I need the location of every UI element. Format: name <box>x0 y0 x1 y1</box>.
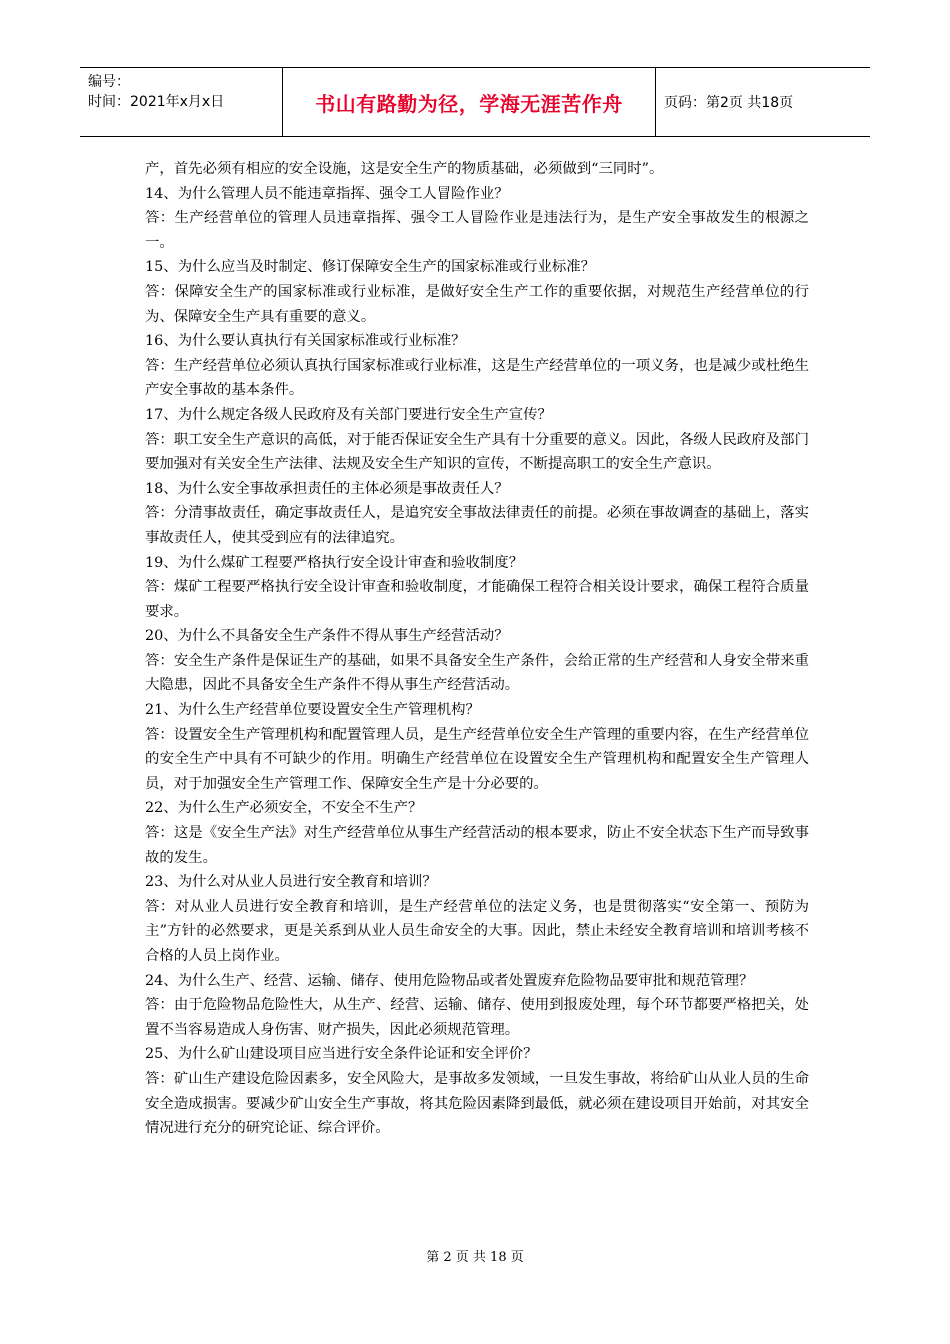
question: 20、为什么不具备安全生产条件不得从事生产经营活动？ <box>145 628 509 645</box>
answer: 答：分清事故责任，确定事故责任人，是追究安全事故法律责任的前提。必须在事故调查的基础上，落实事故责任人，使其受到应有的法律追究。 <box>145 505 809 546</box>
header-motto-cell <box>283 68 656 136</box>
answer: 答：生产经营单位的管理人员违章指挥、强令工人冒险作业是违法行为，是生产安全事故发生的根源之一。 <box>145 210 809 251</box>
question: 17、为什么规定各级人民政府及有关部门要进行安全生产宣传？ <box>145 406 552 423</box>
question: 15、为什么应当及时制定、修订保障安全生产的国家标准或行业标准？ <box>145 259 596 276</box>
answer: 答：职工安全生产意识的高低，对于能否保证安全生产具有十分重要的意义。因此，各级人民政府及部门要加强对有关安全生产法律、法规及安全生产知识的宣传，不断提高职工的安全生产意识。 <box>145 431 809 473</box>
header-table <box>80 67 870 137</box>
document-number-label: 编号： <box>88 74 130 90</box>
answer: 答：保障安全生产的国家标准或行业标准，是做好安全生产工作的重要依据，对规范生产经营单位的行为、保障安全生产具有重要的意义。 <box>145 283 809 325</box>
question: 25、为什么矿山建设项目应当进行安全条件论证和安全评价？ <box>145 1046 538 1063</box>
footer-page-number: 第 2 页 共 18 页 <box>426 1250 524 1265</box>
answer: 答：煤矿工程要严格执行安全设计审查和验收制度，才能确保工程符合相关设计要求，确保工程符合质量要求。 <box>145 579 809 620</box>
header-page-number: 页码：第2页 共18页 <box>664 95 794 111</box>
question: 18、为什么安全事故承担责任的主体必须是事故责任人？ <box>145 480 509 497</box>
document-body <box>145 157 809 1141</box>
answer: 答：对从业人员进行安全教育和培训，是生产经营单位的法定义务，也是贯彻落实“安全第一、预防为主”方针的必然要求，更是关系到从业人员生命安全的大事。因此，禁止未经安全教育培训和培训考核不合格的人员上岗作业。 <box>145 898 809 964</box>
header-motto: 书山有路勤为径，学海无涯苦作舟 <box>315 91 623 116</box>
paragraph: 产，首先必须有相应的安全设施，这是安全生产的物质基础，必须做到“三同时”。 <box>145 161 664 177</box>
header-page-cell <box>656 68 870 136</box>
document-date-label: 时间：2021年x月x日 <box>88 94 225 110</box>
question: 21、为什么生产经营单位要设置安全生产管理机构？ <box>145 702 480 719</box>
answer: 答：这是《安全生产法》对生产经营单位从事生产经营活动的根本要求，防止不安全状态下生产而导致事故的发生。 <box>145 825 809 866</box>
header-meta-cell <box>80 68 283 136</box>
question: 16、为什么要认真执行有关国家标准或行业标准？ <box>145 333 466 350</box>
page-footer <box>0 1246 950 1265</box>
answer: 答：生产经营单位必须认真执行国家标准或行业标准，这是生产经营单位的一项义务，也是减少或杜绝生产安全事故的基本条件。 <box>145 357 809 399</box>
answer: 答：设置安全生产管理机构和配置管理人员，是生产经营单位安全生产管理的重要内容，在生产经营单位的安全生产中具有不可缺少的作用。明确生产经营单位在设置安全生产管理机构和配置安全生产管理人员，对于加强安全生产管理工作、保障安全生产是十分必要的。 <box>145 726 809 792</box>
question: 23、为什么对从业人员进行安全教育和培训？ <box>145 874 437 891</box>
answer: 答：安全生产条件是保证生产的基础，如果不具备安全生产条件，会给正常的生产经营和人身安全带来重大隐患，因此不具备安全生产条件不得从事生产经营活动。 <box>145 652 809 694</box>
question: 22、为什么生产必须安全，不安全不生产？ <box>145 800 423 817</box>
question: 14、为什么管理人员不能违章指挥、强令工人冒险作业？ <box>145 185 509 202</box>
answer: 答：矿山生产建设危险因素多，安全风险大，是事故多发领域，一旦发生事故，将给矿山从业人员的生命安全造成损害。要减少矿山安全生产事故，将其危险因素降到最低，就必须在建设项目开始前，对其安全情况进行充分的研究论证、综合评价。 <box>145 1070 809 1137</box>
question: 24、为什么生产、经营、运输、储存、使用危险物品或者处置废弃危险物品要审批和规范管理？ <box>145 972 754 989</box>
question: 19、为什么煤矿工程要严格执行安全设计审查和验收制度？ <box>145 554 524 571</box>
answer: 答：由于危险物品危险性大，从生产、经营、运输、储存、使用到报废处理，每个环节都要严格把关，处置不当容易造成人身伤害、财产损失，因此必须规范管理。 <box>145 997 809 1038</box>
